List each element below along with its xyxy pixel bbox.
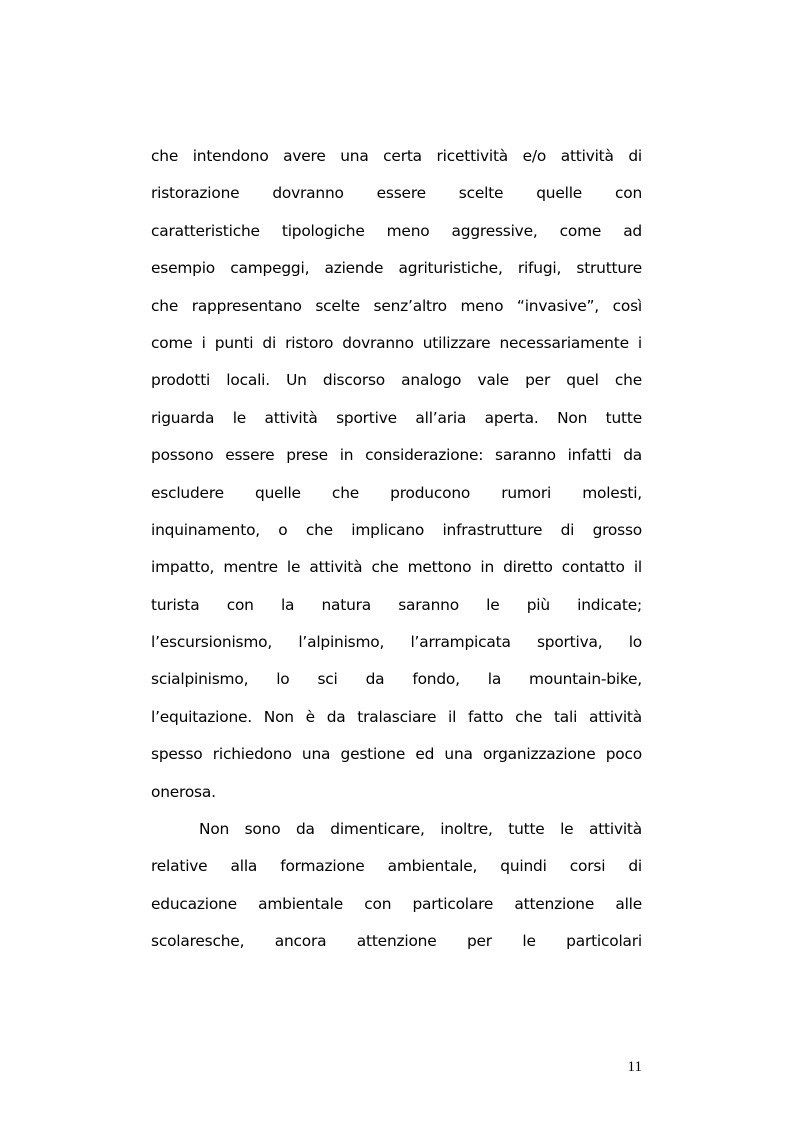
text-line: l’escursionismo, l’alpinismo, l’arrampicata sportiva, lo — [151, 633, 642, 652]
text-line: prodotti locali. Un discorso analogo vale per quel che — [151, 371, 642, 390]
text-line: che rappresentano scelte senz’altro meno “invasive”, così — [151, 296, 642, 315]
paragraph-1 — [151, 138, 642, 811]
paragraph-2 — [151, 811, 642, 961]
text-line: possono essere prese in considerazione: saranno infatti da — [151, 446, 642, 465]
text-line: educazione ambientale con particolare attenzione alle — [151, 894, 642, 913]
text-line: che intendono avere una certa ricettività e/o attività di — [151, 147, 642, 165]
text-line: spesso richiedono una gestione ed una organizzazione poco — [151, 745, 642, 764]
text-line: scolaresche, ancora attenzione per le particolari — [151, 932, 642, 951]
text-line: onerosa. — [151, 782, 216, 801]
text-line: l’equitazione. Non è da tralasciare il fatto che tali attività — [151, 707, 642, 726]
text-line: riguarda le attività sportive all’aria aperta. Non tutte — [151, 408, 642, 427]
text-line: turista con la natura saranno le più indicate; — [151, 595, 642, 614]
text-line: come i punti di ristoro dovranno utilizzare necessariamente i — [151, 333, 642, 352]
text-line: Non sono da dimenticare, inoltre, tutte le attività — [199, 820, 642, 839]
text-line: inquinamento, o che implicano infrastrutture di grosso — [151, 520, 642, 539]
text-line: escludere quelle che producono rumori molesti, — [151, 483, 642, 502]
text-line: esempio campeggi, aziende agrituristiche, rifugi, strutture — [151, 259, 642, 278]
text-line: relative alla formazione ambientale, quindi corsi di — [151, 857, 642, 876]
page-number: 11 — [627, 1059, 642, 1075]
text-line: impatto, mentre le attività che mettono in diretto contatto il — [151, 558, 642, 577]
text-line: caratteristiche tipologiche meno aggressive, come ad — [151, 221, 642, 240]
text-line: scialpinismo, lo sci da fondo, la mountain-bike, — [151, 670, 642, 689]
text-line: ristorazione dovranno essere scelte quelle con — [151, 184, 642, 203]
page-body — [151, 138, 642, 961]
